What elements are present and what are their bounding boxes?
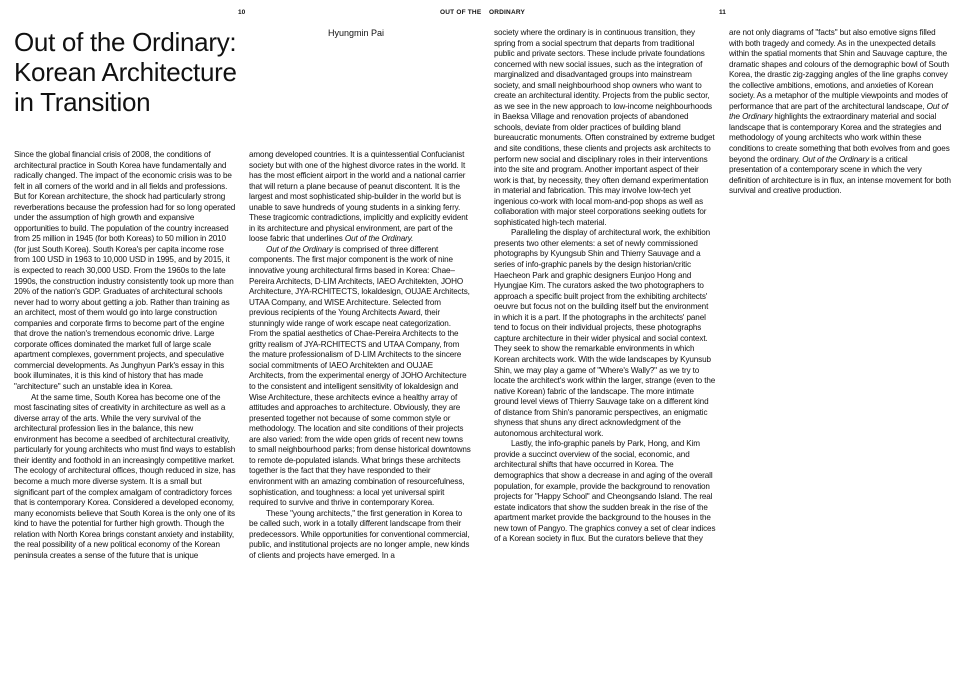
paragraph: Paralleling the display of architectural work, the exhibition presents two other elements: a set of newly commissioned photographs by Kyungsub Shin and Thierry Sauvage and a series of info-graphic panels by the design historian/critic Haecheon Park and graphic designers Eunjoo Hong and Hyungjae Kim. The curators asked the two photographers to approach a specific built project from the exhibiting architects' oeuvre but focus not on the building itself but the environment in which it is a part. If the photographs in the architects' panel tend to focus on their individual projects, these photographs capture architecture in their wider physical and social context. They seek to show the remarkable environments in which Korean architects work. With the wide landscapes by Kyunsub Shin, we may play a game of "Where's Wally?" as we try to locate the architect's work within the larger, strange (even to the native Korean) fabric of the landscape. The more intimate ground level views of Thierry Sauvage take on a different kind of distance from Shin's panoramic perspectives, an enigmatic shyness that shuns any direct acknowledgment of the autonomous architectural work.: [494, 228, 716, 438]
page-number-right: 11: [719, 9, 726, 16]
paragraph: Lastly, the info-graphic panels by Park, Hong, and Kim provide a succinct overview of the social, economic, and architectural shifts that have occurred in Korea. The demographics that show a decrease in and aging of the overall population, for example, provide the background to renovation projects for "Happy School" and Cheongsando Island. The real estate indicators that show the sudden break in the rise of the apartment market provide the background to the houses in the new town of Pangyo. The graphics convey a set of clear indices of a Korean society in flux. But the curators believe that they: [494, 439, 716, 544]
paragraph: [249, 150, 471, 245]
title-line: Out of the Ordinary:: [14, 27, 237, 57]
text-column-1: [14, 150, 236, 561]
paragraph-text: highlights the extraordinary material and social landscape that is contemporary Korea and the strategies and methodology of young architects who work within these conditions to create something that both evolves from and goes beyond the ordinary.: [729, 112, 950, 164]
paragraph: [729, 28, 951, 197]
italic-title: Out of the Ordinary.: [344, 234, 414, 244]
paragraph-text: are not only diagrams of "facts" but also emotive signs filled with both tragedy and comedy. As in the unexpected details within the spatial moments that Shin and Sauvage capture, the dramatic shapes and colours of the demographic bowl of South Korea, the drastic zig-zagging angles of the line graphs convey the collective ambitions, emotions, and anxieties of Korean society. As a metaphor of the multiple viewpoints and modes of performance that are part of the architectural landscape,: [729, 28, 949, 111]
italic-title: Out of the Ordinary: [266, 244, 333, 254]
italic-title: Out of the Ordinary: [729, 101, 949, 122]
running-head-right: ORDINARY: [489, 9, 526, 16]
paragraph: [249, 245, 471, 509]
article-title: [14, 27, 304, 117]
running-head-left: OUT OF THE: [440, 9, 482, 16]
text-column-4: [729, 28, 951, 197]
paragraph-text: is a critical presentation of a contemporary scene in which the very definition of architecture is in flux, an intense movement for both survival and creative production.: [729, 154, 951, 196]
title-line: in Transition: [14, 87, 151, 117]
title-line: Korean Architecture: [14, 57, 237, 87]
paragraph: At the same time, South Korea has become one of the most fascinating sites of creativity in architecture as well as a diverse array of the arts. While the very survival of the architectural profession lies in the balance, this new environment has become a seedbed of architectural creativity, particularly for young architects who must find ways to establish their identity and foothold in an increasingly competitive market. The ecology of architectural offices, though reduced in size, has become a much more diverse system. It is a small but significant part of the complex amalgam of contradictory forces that is contemporary Korea. Considered a developed economy, many economists believe that South Korea is the only one of its kind to have the potential for further high growth. Though the relation with North Korea brings constant anxiety and instability, the real possibility of a new political economy of the Korean peninsula creates a sense of the future that is unique: [14, 392, 236, 560]
page-number-left: 10: [238, 9, 246, 16]
paragraph-text: is comprised of three different components. The first major component is the work of nine innovative young architectural firms based in Korea: Chae–Pereira Architects, D·LIM Architects, IAEO Architekten, JOHO Architecture, JYA-RCHITECTS, lokaldesign, OUJAE Architects, UTAA Company, and WISE Architecture. Selected from previous recipients of the Young Architects Award, their stunningly wide range of work escape neat categorization. From the spatial aesthetics of Chae-Pereira Architects to the gritty realism of JYA-RCHITECTS and UTAA Company, from the mature professionalism of D·LIM Architects to the sincere social commitments of IAEO Architekten and OUJAE Architects, from the experimental energy of JOHO Architecture to the consistent and intelligent sensitivity of lokaldesign and Wise Architecture, these architects evince a healthy array of attitudes and approaches to architecture. Obviously, they are presented together not because of some common style or methodology. The location and site conditions of their projects are also varied: from the wide open grids of recent new towns to small neighbourhood parks; from dense historical downtowns to remote de-populated islands. What brings these architects together is the fact that they have responded to their environment with an amazing combination of resourcefulness, sophistication, and toughness: a local yet universal spirit required to survive and thrive in contemporary Korea.: [249, 244, 471, 508]
paragraph: society where the ordinary is in continuous transition, they spring from a social spectrum that departs from traditional public and private sectors. These include private foundations concerned with new social issues, such as the integration of marginalized and disadvantaged groups into mainstream society, and small neighbourhood shop owners who want to create an architectural identity. Projects from the public sector, as we see in the new approach to low-income neighbourhoods in Baeksa Village and renovation projects of abandoned schools, deviate from older practices of building bland bureaucratic monuments. Often constrained by extreme budget and site conditions, these clients and projects ask architects to perform new social and disciplinary roles in their interventions into the site and program. Another important aspect of their work is that, by necessity, they often demand experimentation in material and fabrication. This may involve low-tech yet ingenious co-work with local mom-and-pop shops as well as collaboration with major steel corporations seeking outlets for sophisticated high-tech material.: [494, 28, 715, 227]
author-name: Hyungmin Pai: [328, 28, 385, 38]
paragraph: These "young architects," the first generation in Korea to be called such, work in a totally different landscape from their predecessors. While opportunities for conventional commercial, public, and institutional projects are no longer ample, new kinds of clients and projects have emerged. In a: [249, 508, 470, 560]
paragraph-text: among developed countries. It is a quintessential Confucianist society but with one of the highest divorce rates in the world. It has the most efficient airport in the world and a national carrier that will return a plane because of peanut discontent. It is the largest and most sophisticated ship-builder in the world but is unable to save hundreds of young students in a sinking ferry. These tragicomic contradictions, implicitly and explicitly evident in its architecture and physical environment, are part of the loose fabric that underlines: [249, 150, 468, 244]
text-column-2: [249, 150, 471, 561]
italic-title: Out of the Ordinary: [802, 154, 870, 164]
paragraph: Since the global financial crisis of 2008, the conditions of architectural practice in South Korea have fundamentally and radically changed. The impact of the economic crisis was to be felt in all corners of the world and in all fields and professions. But for Korean architecture, the shock had particularly strong reverberations because the profession had for so long operated under the assumption of high growth and expansive opportunities to build. The population of the country increased from 25 million in 1945 (for both Koreas) to 50 million in 2010 (for just South Korea). South Korea's per capita income rose from 100 USD in 1963 to 10,000 USD in 1995, and by 2015, it is expected to reach 30,000 USD. From the 1960s to the late 1990s, the construction industry consistently took up more than 20% of the nation's GDP. Graduates of architectural schools never had to worry about getting a job. Rather than training as an architect, most of them would go into large construction companies and corporate firms to become part of the engine that drove the nation's tremendous economic drive. Large corporate offices dominated the market full of large scale apartment complexes, government projects, and speculative commercial developments. As Junghyun Park's essay in this book illuminates, it is this kind of history that has made "architecture" such an unstable idea in Korea.: [14, 150, 236, 392]
text-column-3: [494, 28, 716, 545]
